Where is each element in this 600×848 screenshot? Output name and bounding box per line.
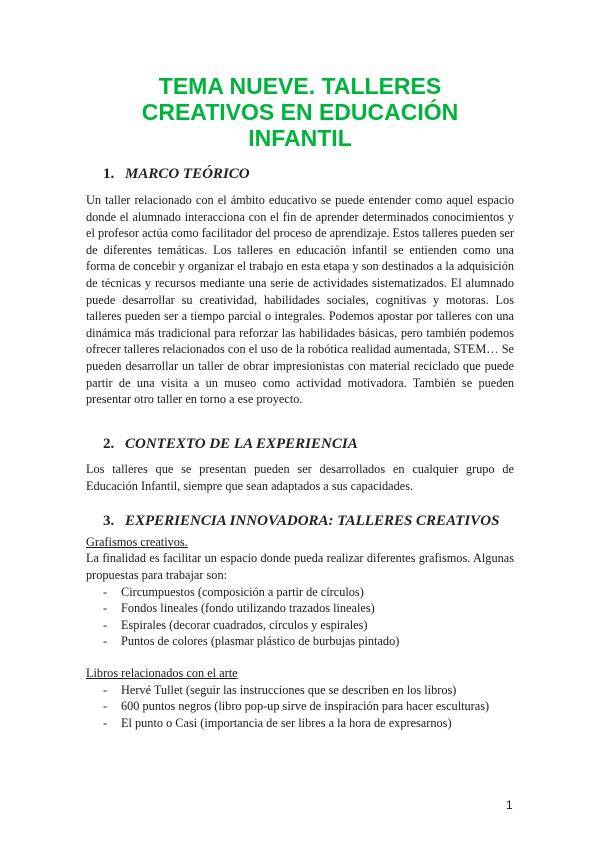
title-line-1: TEMA NUEVE. TALLERES <box>158 73 442 99</box>
bullet-dash: - <box>103 601 108 616</box>
list-item: - 600 puntos negros (libro pop-up sirve de inspiración para hacer esculturas) <box>86 698 526 714</box>
bullet-dash: - <box>103 699 108 714</box>
bullet-dash: - <box>103 683 108 697</box>
section-1-number: 1. <box>103 166 115 182</box>
subsection-libros-title: Libros relacionados con el arte <box>86 666 238 680</box>
list-item: - Espirales (decorar cuadrados, círculos y espirales) <box>86 617 526 633</box>
subsection-grafismos-title: Grafismos creativos. <box>86 535 188 549</box>
section-1-paragraph: Un taller relacionado con el ámbito educativo se puede entender como aquel espacio donde el alumnado interacciona con el fin de aprender determinados conocimientos y el profesor actúa como facilitador del proceso de aprendizaje. Estos talleres pueden ser de diferentes temáticas. Los talleres en educación infantil se entienden como una forma de concebir y organizar el trabajo en esta etapa y son destinados a la adquisición de técnicas y recursos mediante una serie de actividades sistematizados. El alumnado puede desarrollar su creatividad, habilidades sociales, cognitivas y motoras. Los talleres pueden ser a tiempo parcial o integrales. Podemos apostar por talleres con una dinámica más tradicional para reforzar las habilidades básicas, pero también podemos ofrecer talleres relacionados con el uso de la robótica realidad aumentada, STEM… Se pueden desarrollar un taller de obrar impresionistas con material reciclado que puede partir de una visita a un museo como actividad motivadora. También se pueden presentar otro taller en torno a ese proyecto. <box>86 193 514 407</box>
section-2-title: CONTEXTO DE LA EXPERIENCIA <box>125 436 358 452</box>
title-line-3: INFANTIL <box>248 125 352 151</box>
list-item: - El punto o Casi (importancia de ser libres a la hora de expresarnos) <box>86 715 526 731</box>
bullet-dash: - <box>103 617 108 632</box>
list-item: - Circumpuestos (composición a partir de círculos) <box>86 584 526 600</box>
page-number: 1 <box>506 798 513 812</box>
section-3-title: EXPERIENCIA INNOVADORA: TALLERES CREATIVOS <box>125 513 500 529</box>
bullet-dash: - <box>103 634 108 649</box>
section-3-number: 3. <box>103 513 115 529</box>
list-item: - Hervé Tullet (seguir las instrucciones que se describen en los libros) <box>86 682 526 698</box>
title-line-2: CREATIVOS EN EDUCACIÓN <box>141 99 459 125</box>
subsection-grafismos-intro: La finalidad es facilitar un espacio donde pueda realizar diferentes grafismos. Algunas propuestas para trabajar son: <box>86 551 514 582</box>
libros-list <box>86 682 526 731</box>
section-2-heading <box>103 435 358 453</box>
document-title <box>60 73 540 151</box>
section-1-heading <box>103 165 250 183</box>
section-1-title: MARCO TEÓRICO <box>125 166 250 182</box>
grafismos-list <box>86 584 526 650</box>
list-item: - Puntos de colores (plasmar plástico de burbujas pintado) <box>86 633 526 649</box>
bullet-dash: - <box>103 585 108 599</box>
list-item: - Fondos lineales (fondo utilizando trazados lineales) <box>86 600 526 616</box>
section-2-number: 2. <box>103 436 115 452</box>
section-3-heading <box>103 512 499 530</box>
bullet-dash: - <box>103 715 108 730</box>
section-2-paragraph: Los talleres que se presentan pueden ser desarrollados en cualquier grupo de Educación Infantil, siempre que sean adaptados a sus capacidades. <box>86 462 514 493</box>
